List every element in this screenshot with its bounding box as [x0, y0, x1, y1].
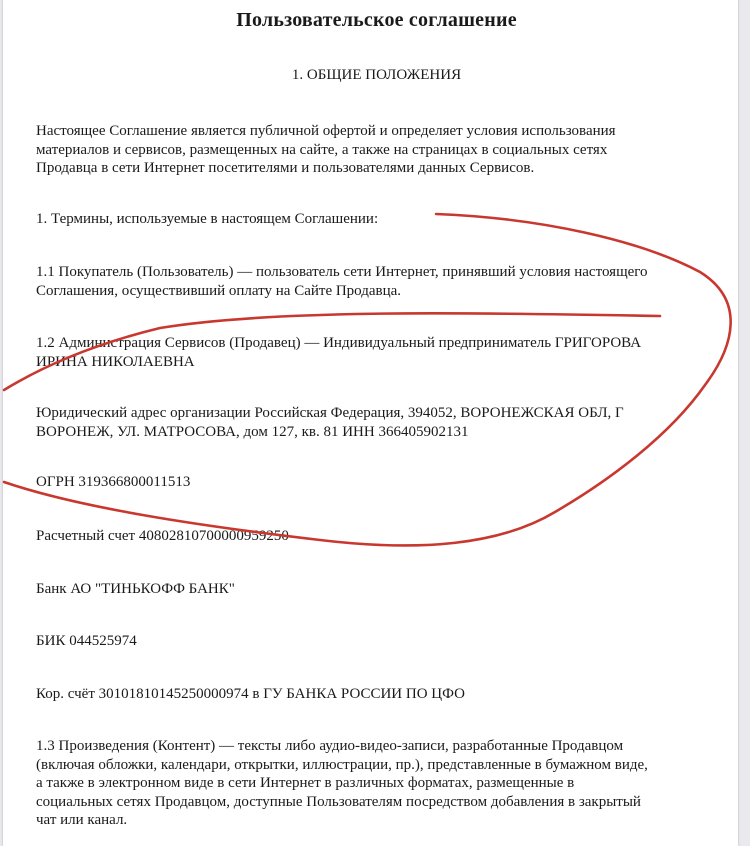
- term-content-line: (включая обложки, календари, открытки, иллюстрации, пр.), представленные в бумажном виде,: [36, 756, 648, 773]
- term-content-paragraph: [36, 737, 726, 830]
- bik-line: БИК 044525974: [36, 633, 137, 649]
- term-content-line: социальных сетях Продавцом, доступные Пользователям посредством добавления в закрытый: [36, 793, 641, 810]
- term-seller-paragraph: [36, 334, 726, 371]
- term-buyer-line: 1.1 Покупатель (Пользователь) — пользователь сети Интернет, принявший условия настоящего: [36, 264, 648, 280]
- bank-line: Банк АО "ТИНЬКОФФ БАНК": [36, 581, 235, 597]
- term-content-line: чат или канал.: [36, 812, 128, 828]
- legal-address-line: ВОРОНЕЖ, УЛ. МАТРОСОВА, дом 127, кв. 81 ИНН 366405902131: [36, 423, 469, 440]
- intro-line: Продавца в сети Интернет посетителями и пользователями данных Сервисов.: [36, 160, 535, 176]
- intro-paragraph: [36, 122, 726, 178]
- intro-line: материалов и сервисов, размещенных на сайте, а также на страницах в социальных сетях: [36, 141, 608, 158]
- ogrn-line: ОГРН 319366800011513: [36, 474, 191, 490]
- document-title: Пользовательское соглашение: [236, 9, 517, 31]
- document-page: [3, 0, 738, 846]
- document-body: [3, 0, 738, 846]
- term-content-line: а также в электронном виде в сети Интернет в различных форматах, размещенные в: [36, 775, 575, 791]
- term-content-line: 1.3 Произведения (Контент) — тексты либо аудио-видео-записи, разработанные Продавцом: [36, 738, 624, 754]
- term-buyer-paragraph: [36, 263, 726, 300]
- legal-address-paragraph: [36, 404, 726, 441]
- terms-heading: 1. Термины, используемые в настоящем Соглашении:: [36, 211, 379, 227]
- section-heading: 1. ОБЩИЕ ПОЛОЖЕНИЯ: [291, 67, 462, 83]
- term-seller-line: ИРИНА НИКОЛАЕВНА: [36, 353, 195, 370]
- term-buyer-line: Соглашения, осуществивший оплату на Сайте Продавца.: [36, 282, 402, 299]
- corr-account-line: Кор. счёт 30101810145250000974 в ГУ БАНКА РОССИИ ПО ЦФО: [36, 686, 465, 702]
- account-line: Расчетный счет 40802810700000959250: [36, 528, 289, 544]
- intro-line: Настоящее Соглашение является публичной офертой и определяет условия использования: [36, 123, 616, 139]
- legal-address-line: Юридический адрес организации Российская Федерация, 394052, ВОРОНЕЖСКАЯ ОБЛ, Г: [36, 405, 624, 421]
- term-seller-line: 1.2 Администрация Сервисов (Продавец) — Индивидуальный предприниматель ГРИГОРОВА: [36, 335, 642, 351]
